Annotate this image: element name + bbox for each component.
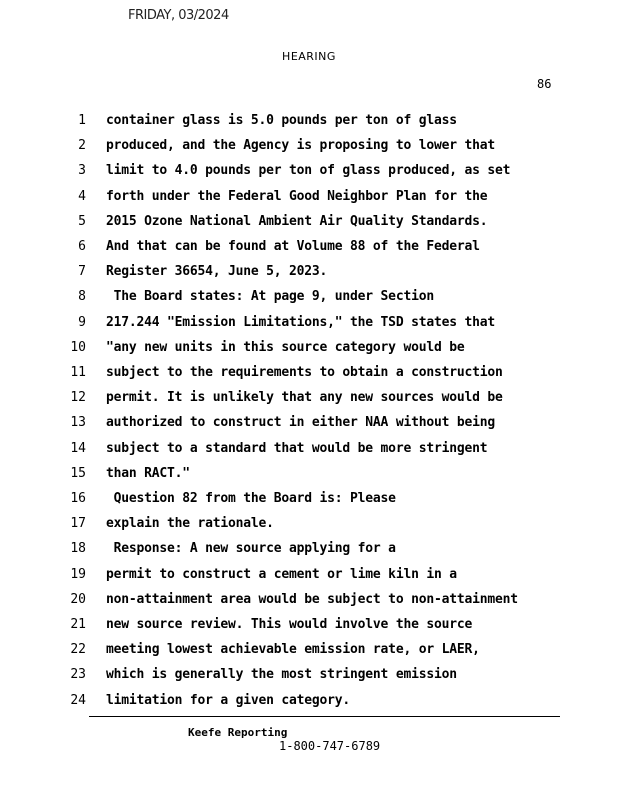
line-text: authorized to construct in either NAA without being [106, 415, 495, 431]
line-text: "any new units in this source category would be [106, 339, 465, 355]
transcript-line [0, 390, 618, 410]
line-number: 17 [70, 516, 86, 532]
line-text: new source review. This would involve the source [106, 617, 473, 632]
transcript-line [0, 693, 618, 713]
transcript-line [0, 163, 618, 183]
line-number: 14 [70, 440, 86, 456]
line-text: limit to 4.0 pounds per ton of glass produced, as set [106, 163, 511, 179]
transcript-line [0, 264, 618, 284]
line-text: produced, and the Agency is proposing to lower that [106, 138, 495, 154]
line-number: 9 [78, 314, 86, 330]
line-number: 7 [78, 264, 86, 280]
line-text: forth under the Federal Good Neighbor Plan for the [106, 188, 488, 204]
line-text: subject to a standard that would be more stringent [106, 440, 488, 456]
footer-phone: 1-800-747-6789 [279, 739, 381, 753]
line-text: container glass is 5.0 pounds per ton of glass [106, 113, 457, 128]
line-number: 19 [70, 566, 86, 582]
header-date: FRIDAY, 03/2024 [128, 8, 229, 23]
line-text: And that can be found at Volume 88 of the Federal [106, 239, 480, 254]
transcript-line [0, 113, 618, 133]
transcript-line [0, 642, 618, 662]
line-text: 217.244 "Emission Limitations," the TSD states that [106, 314, 495, 330]
line-text: permit to construct a cement or lime kiln in a [106, 566, 457, 582]
line-number: 5 [78, 213, 86, 229]
line-text: meeting lowest achievable emission rate, or LAER, [106, 642, 480, 658]
line-text: permit. It is unlikely that any new sources would be [106, 390, 503, 406]
line-number: 13 [70, 415, 86, 431]
transcript-line [0, 541, 618, 561]
line-number: 20 [70, 591, 86, 607]
transcript-line [0, 138, 618, 158]
line-number: 12 [70, 390, 86, 406]
line-number: 10 [70, 339, 86, 355]
line-number: 16 [70, 491, 86, 506]
transcript-line [0, 441, 618, 461]
transcript-line [0, 466, 618, 486]
line-text: which is generally the most stringent emission [106, 667, 457, 683]
transcript-line [0, 214, 618, 234]
transcript-line [0, 365, 618, 385]
transcript-line [0, 667, 618, 687]
line-number: 8 [78, 289, 86, 305]
page-number: 86 [537, 77, 552, 91]
transcript-line [0, 617, 618, 637]
line-number: 1 [78, 113, 86, 128]
line-number: 23 [70, 667, 86, 683]
footer-brand: Keefe Reporting [188, 726, 288, 739]
line-text: 2015 Ozone National Ambient Air Quality Standards. [106, 213, 488, 229]
document-title: HEARING [282, 50, 336, 63]
transcript-line [0, 491, 618, 511]
transcript-line [0, 340, 618, 360]
line-text: Question 82 from the Board is: Please [106, 491, 396, 506]
line-number: 15 [70, 465, 86, 481]
transcript-line [0, 516, 618, 536]
line-number: 22 [70, 642, 86, 658]
line-text: subject to the requirements to obtain a construction [106, 365, 503, 380]
line-text: limitation for a given category. [106, 692, 351, 708]
transcript-line [0, 592, 618, 612]
transcript-line [0, 189, 618, 209]
line-text: non-attainment area would be subject to non-attainment [106, 591, 518, 607]
footer-divider [89, 716, 560, 717]
line-text: than RACT." [106, 465, 190, 481]
line-text: Register 36654, June 5, 2023. [106, 264, 328, 280]
transcript-line [0, 415, 618, 435]
line-number: 6 [78, 239, 86, 254]
line-number: 21 [70, 617, 86, 632]
line-number: 24 [70, 692, 86, 708]
line-number: 18 [70, 541, 86, 557]
line-number: 11 [70, 365, 86, 380]
line-text: The Board states: At page 9, under Section [106, 289, 434, 305]
transcript-line [0, 289, 618, 309]
transcript-line [0, 567, 618, 587]
transcript-line [0, 239, 618, 259]
line-text: explain the rationale. [106, 516, 274, 532]
line-text: Response: A new source applying for a [106, 541, 396, 557]
line-number: 4 [78, 188, 86, 204]
transcript-line [0, 315, 618, 335]
line-number: 2 [78, 138, 86, 154]
line-number: 3 [78, 163, 86, 179]
